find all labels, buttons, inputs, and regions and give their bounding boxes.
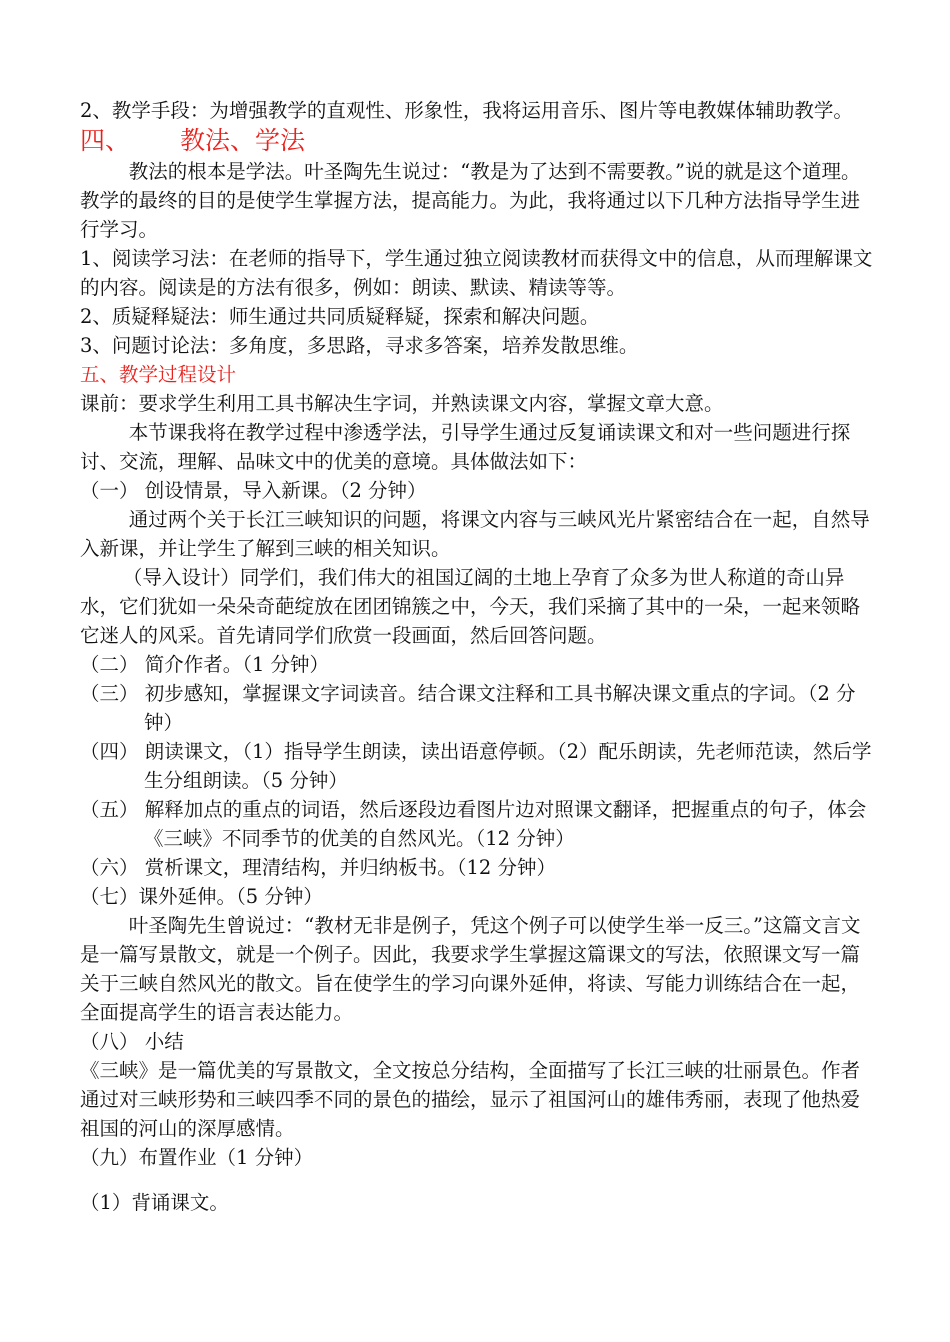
paragraph-pre-class: 课前：要求学生利用工具书解决生字词，并熟读课文内容，掌握文章大意。: [80, 392, 724, 415]
step-4: （四） 朗读课文，（1）指导学生朗读，读出语意停顿。（2）配乐朗读，先老师范读，然后学生分组朗读。（5 分钟）: [80, 740, 872, 792]
step-5: （五） 解释加点的重点的词语，然后逐段边看图片边对照课文翻译，把握重点的句子，体会《三峡》不同季节的优美的自然风光。（12 分钟）: [80, 798, 867, 850]
paragraph-method-3: 3、问题讨论法：多角度，多思路，寻求多答案，培养发散思维。: [80, 334, 639, 357]
paragraph-step-1-detail: 通过两个关于长江三峡知识的问题，将课文内容与三峡风光片紧密结合在一起，自然导入新课，并让学生了解到三峡的相关知识。: [80, 508, 870, 560]
step-8: （八） 小结: [80, 1030, 184, 1053]
section-heading-5: 五、教学过程设计: [80, 363, 237, 386]
step-1: （一） 创设情景，导入新课。（2 分钟）: [80, 479, 427, 502]
section-number: 四、: [80, 126, 131, 155]
step-7: （七）课外延伸。（5 分钟）: [80, 885, 323, 908]
paragraph-method-1: 1、阅读学习法：在老师的指导下，学生通过独立阅读教材而获得文中的信息，从而理解课文的内容。阅读是的方法有很多，例如：朗读、默读、精读等等。: [80, 247, 873, 299]
document-body: [80, 96, 876, 1217]
step-9: （九）布置作业（1 分钟）: [80, 1146, 314, 1169]
paragraph-method-2: 2、质疑释疑法：师生通过共同质疑释疑，探索和解决问题。: [80, 305, 600, 328]
paragraph-summary: 《三峡》是一篇优美的写景散文，全文按总分结构，全面描写了长江三峡的壮丽景色。作者通过对三峡形势和三峡四季不同的景色的描绘，显示了祖国河山的雄伟秀丽，表现了他热爱祖国的河山的深厚感情。: [80, 1059, 861, 1140]
section-heading-4: [80, 125, 876, 157]
step-3: （三） 初步感知，掌握课文字词读音。结合课文注释和工具书解决课文重点的字词。（2 分钟）: [80, 682, 856, 734]
spacer: [80, 1172, 876, 1188]
paragraph-lesson-plan: 本节课我将在教学过程中渗透学法，引导学生通过反复诵读课文和对一些问题进行探讨、交流，理解、品味文中的优美的意境。具体做法如下：: [80, 421, 851, 473]
paragraph-extension: 叶圣陶先生曾说过：“教材无非是例子，凭这个例子可以使学生举一反三。”这篇文言文是一篇写景散文，就是一个例子。因此，我要求学生掌握这篇课文的写法，依照课文写一篇关于三峡自然风光的散文。旨在使学生的学习向课外延伸，将读、写能力训练结合在一起，全面提高学生的语言表达能力。: [80, 914, 861, 1024]
section-title: 教法、学法: [180, 126, 306, 155]
homework-item-1: （1）背诵课文。: [80, 1191, 229, 1214]
paragraph-intro-design: （导入设计）同学们，我们伟大的祖国辽阔的土地上孕育了众多为世人称道的奇山异水，它们犹如一朵朵奇葩绽放在团团锦簇之中，今天，我们采摘了其中的一朵，一起来领略它迷人的风采。首先请同学们欣赏一段画面，然后回答问题。: [80, 566, 861, 647]
paragraph-teaching-means: 2、教学手段：为增强教学的直观性、形象性，我将运用音乐、图片等电教媒体辅助教学。: [80, 99, 853, 122]
step-2: （二） 简介作者。（1 分钟）: [80, 653, 330, 676]
step-6: （六） 赏析课文，理清结构，并归纳板书。（12 分钟）: [80, 856, 556, 879]
paragraph-method-intro: 教法的根本是学法。叶圣陶先生说过：“教是为了达到不需要教。”说的就是这个道理。教学的最终的目的是使学生掌握方法，提高能力。为此，我将通过以下几种方法指导学生进行学习。: [80, 160, 861, 241]
